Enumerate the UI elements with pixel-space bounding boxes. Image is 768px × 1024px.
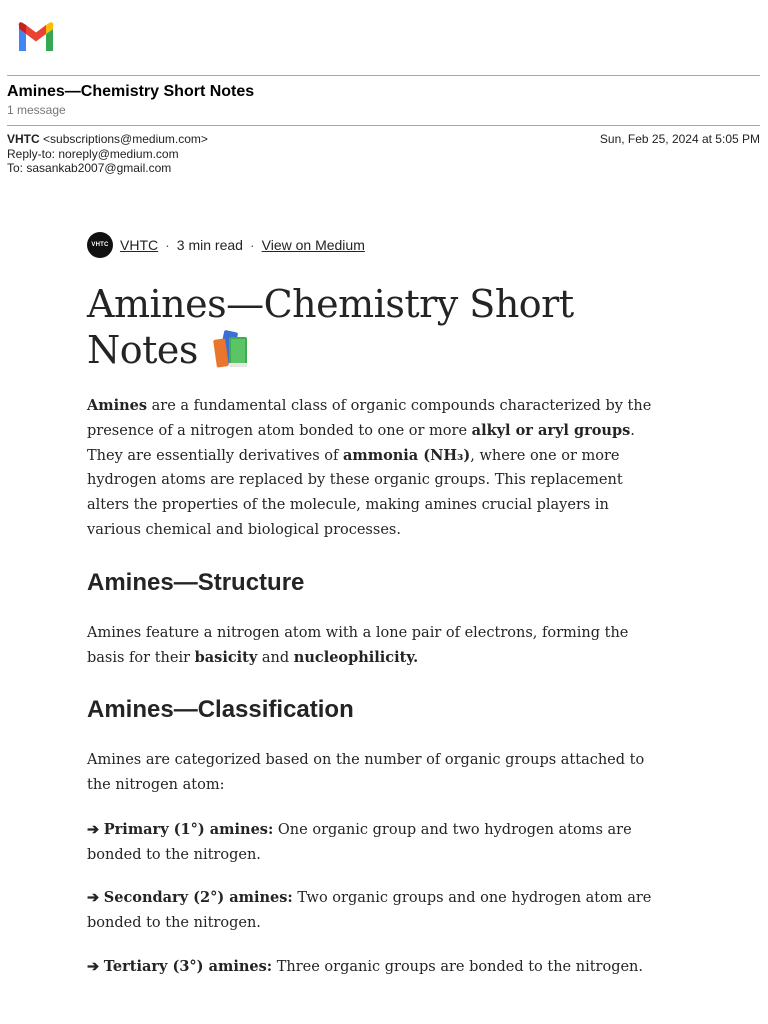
- section-heading-structure: Amines—Structure: [87, 569, 305, 596]
- header-divider: [7, 75, 760, 76]
- term-nucleophilicity: nucleophilicity.: [293, 648, 419, 666]
- list-item-text: Two organic groups and one hydrogen atom are bonded to the nitrogen.: [87, 890, 652, 931]
- message-count: 1 message: [7, 103, 66, 117]
- list-item-label: Secondary (2°) amines:: [103, 889, 293, 906]
- term-amines: Amines: [87, 397, 148, 414]
- list-item: [87, 818, 662, 868]
- reply-to-line: Reply-to: noreply@medium.com: [7, 147, 179, 161]
- meta-separator: ·: [165, 236, 170, 253]
- structure-text: and: [257, 649, 294, 666]
- classification-paragraph: Amines are categorized based on the number of organic groups attached to the nitrogen atom:: [87, 752, 645, 793]
- read-time: 3 min read: [176, 236, 243, 253]
- view-on-medium-link[interactable]: View on Medium: [261, 236, 365, 253]
- sender-name: VHTC: [7, 132, 40, 146]
- list-item: [87, 955, 662, 980]
- books-emoji-icon: [209, 329, 253, 369]
- article-title: [87, 281, 687, 373]
- structure-paragraph: [87, 621, 662, 671]
- list-item-text: One organic group and two hydrogen atoms are bonded to the nitrogen.: [87, 822, 632, 863]
- intro-text: are a fundamental class of organic compounds characterized by the presence of a nitrogen atom bonded to one or more: [87, 398, 652, 439]
- sender-address: <subscriptions@medium.com>: [43, 132, 208, 146]
- arrow-right-icon: ➔: [87, 958, 100, 975]
- list-item-text: Three organic groups are bonded to the nitrogen.: [272, 959, 644, 975]
- article-title-text: Amines—Chemistry Short Notes: [87, 282, 574, 372]
- list-item-label: Tertiary (3°) amines:: [103, 958, 273, 975]
- intro-paragraph: [87, 394, 662, 543]
- author-link[interactable]: VHTC: [120, 236, 159, 253]
- term-alkyl-aryl: alkyl or aryl groups: [471, 421, 631, 439]
- arrow-right-icon: ➔: [87, 889, 100, 906]
- list-item: [87, 886, 662, 936]
- author-avatar[interactable]: VHTC: [87, 232, 113, 258]
- recipient-line: To: sasankab2007@gmail.com: [7, 161, 172, 175]
- email-date: Sun, Feb 25, 2024 at 5:05 PM: [599, 132, 760, 146]
- subject-divider: [7, 125, 760, 126]
- term-basicity: basicity: [194, 648, 258, 666]
- intro-text: . They are essentially derivatives of: [87, 422, 635, 464]
- article-meta: [87, 230, 365, 259]
- section-heading-classification: Amines—Classification: [87, 696, 354, 723]
- list-item-label: Primary (1°) amines:: [103, 821, 274, 838]
- gmail-logo-icon: [16, 22, 56, 52]
- arrow-right-icon: ➔: [87, 821, 100, 838]
- term-ammonia: ammonia (NH₃): [343, 446, 471, 464]
- structure-text: Amines feature a nitrogen atom with a lone pair of electrons, forming the basis for their: [87, 625, 629, 666]
- intro-text: , where one or more hydrogen atoms are replaced by these organic groups. This replacement alters the properties of the molecule, making amines crucial players in various chemical and biological processes.: [87, 447, 623, 538]
- meta-separator: ·: [249, 236, 255, 253]
- email-subject: Amines—Chemistry Short Notes: [7, 83, 255, 100]
- sender-line: [7, 132, 208, 146]
